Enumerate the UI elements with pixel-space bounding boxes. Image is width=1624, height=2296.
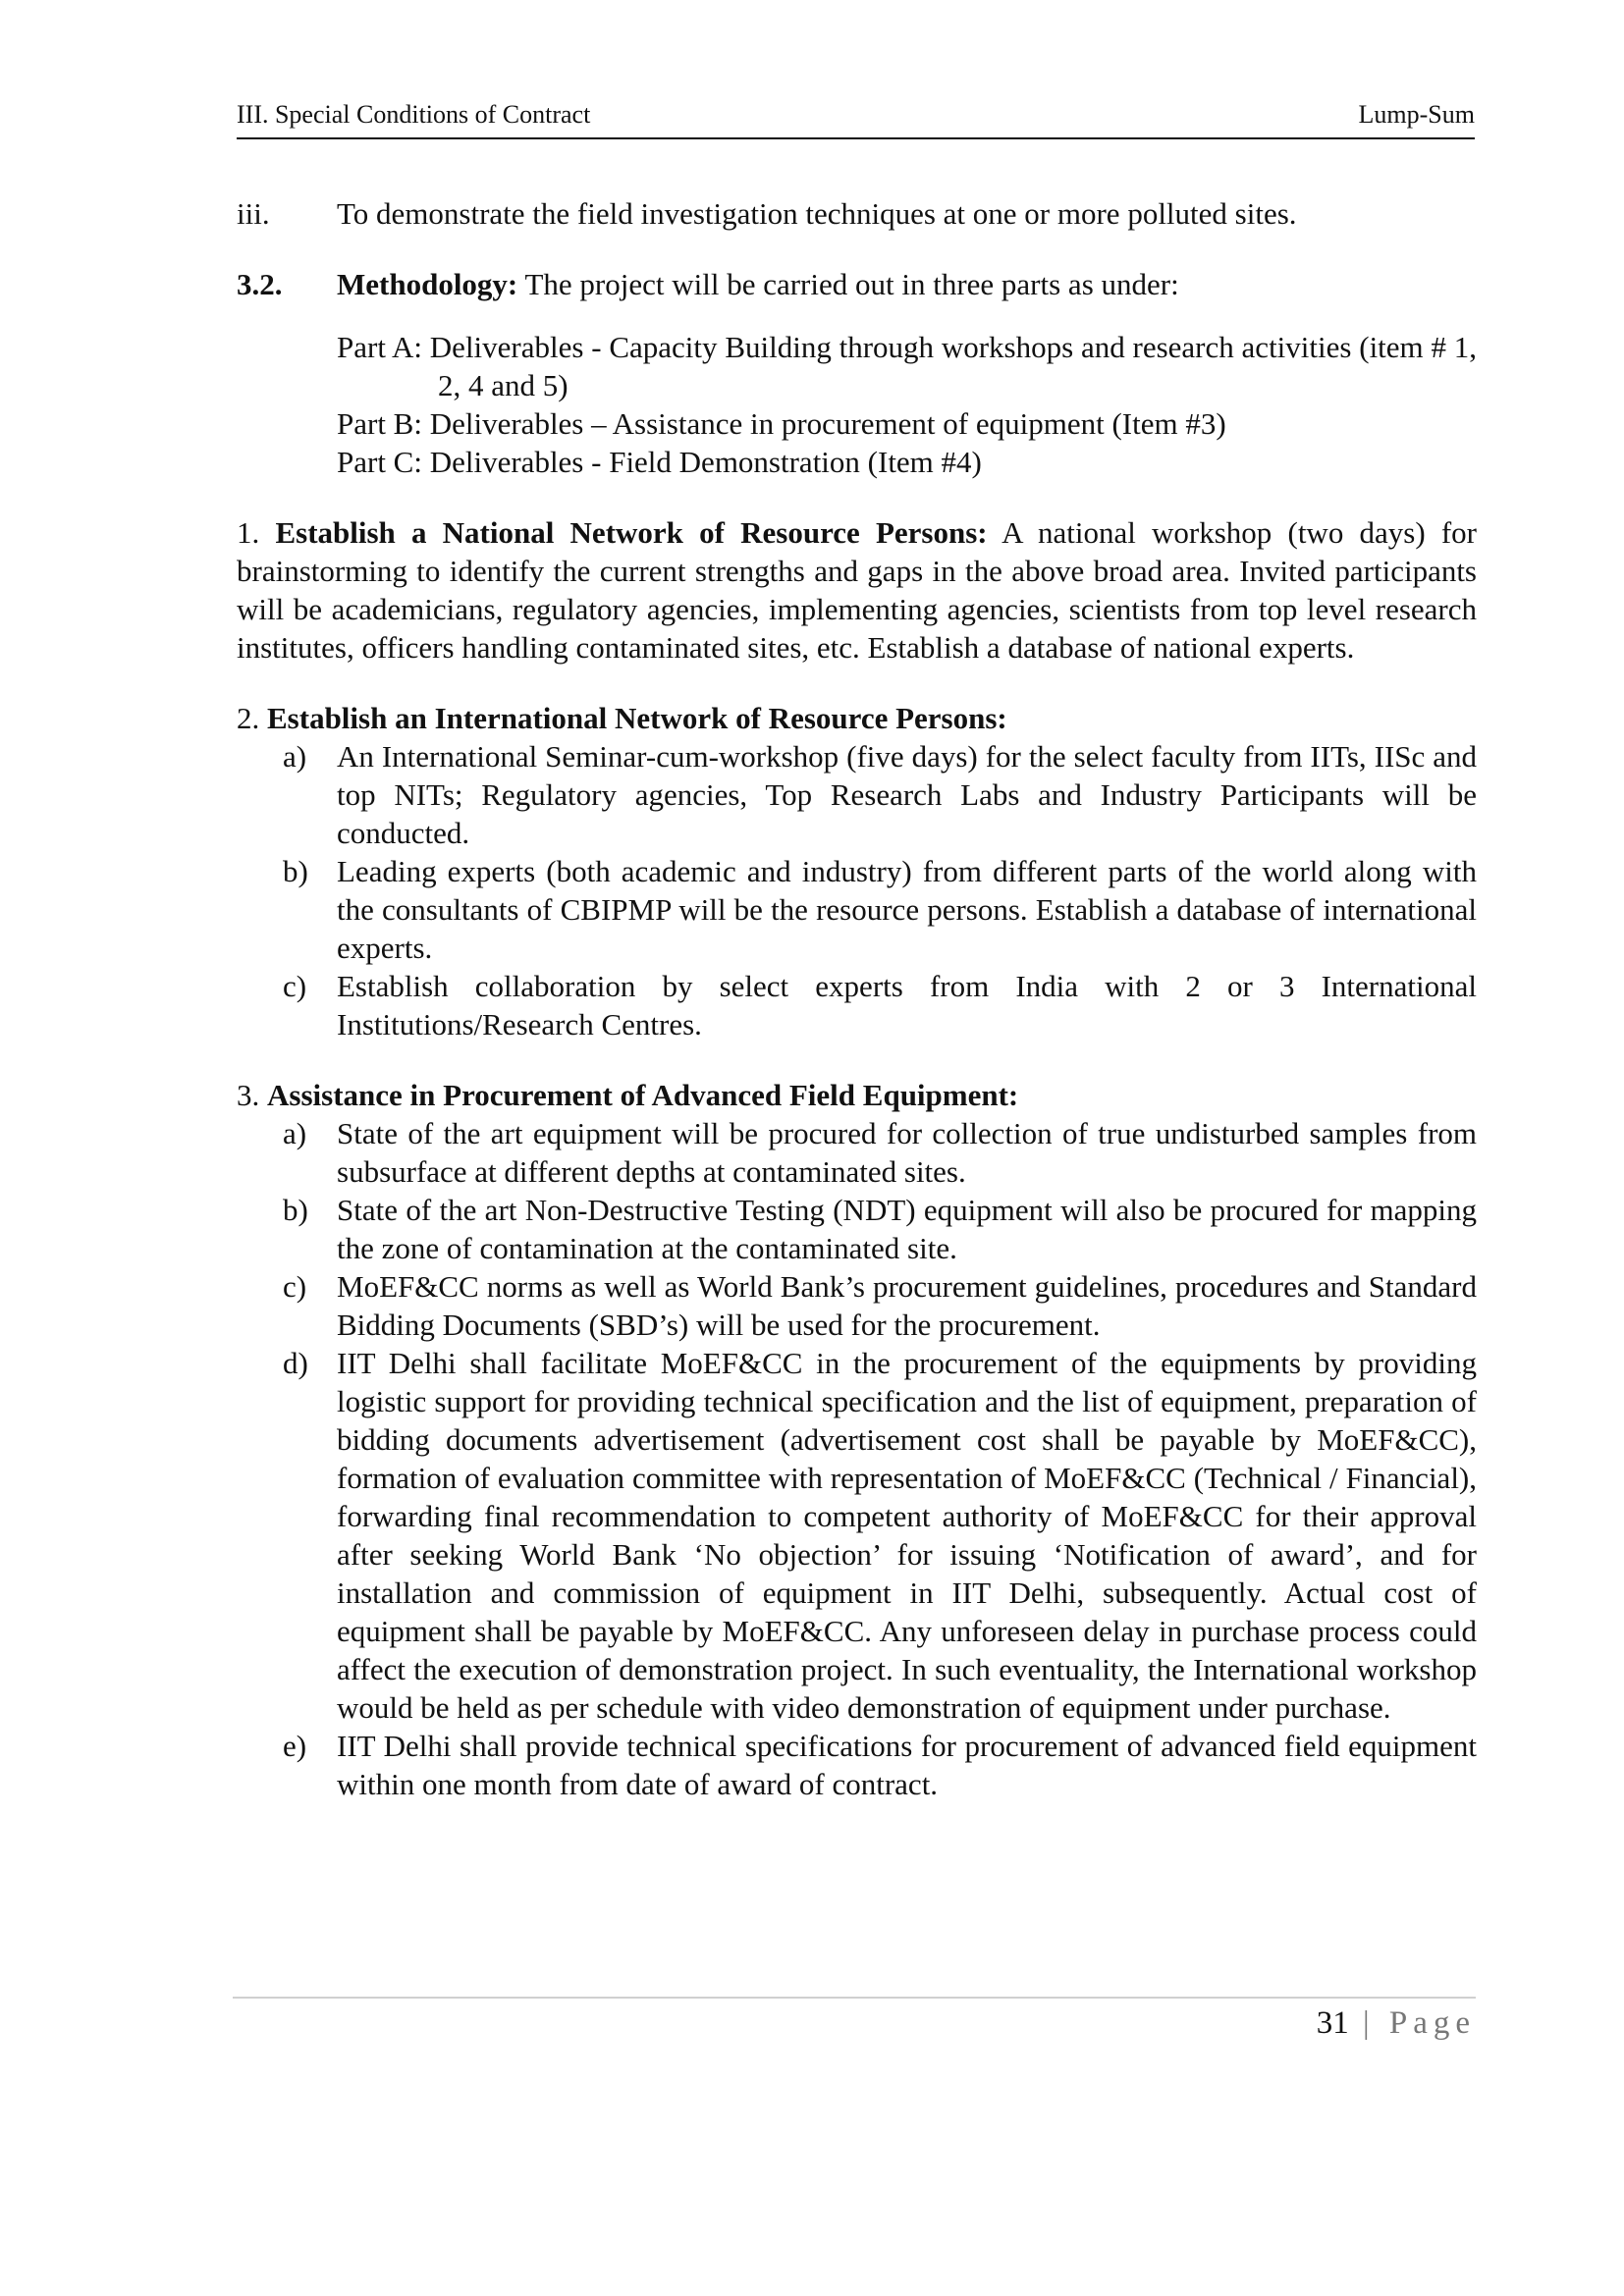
list-item-letter: b) [283, 1193, 308, 1227]
section-1-paragraph [237, 513, 1477, 667]
list-item-letter: c) [283, 969, 307, 1003]
list-item-text: IIT Delhi shall facilitate MoEF&CC in the procurement of the equipments by providing logistic support for providing technical specification and the list of equipment, preparation of bidding documents advertisement (advertisement cost shall be payable by MoEF&CC), formation of evaluation committee with representation of MoEF&CC (Technical / Financial), forwarding final recommendation to competent authority of MoEF&CC for their approval after seeking World Bank ‘No objection’ for issuing ‘Notification of award’, and for installation and commission of equipment in IIT Delhi, subsequently. Actual cost of equipment shall be payable by MoEF&CC. Any unforeseen delay in purchase process could affect the execution of demonstration project. In such eventuality, the International workshop would be held as per schedule with video demonstration of equipment under purchase. [337, 1346, 1477, 1725]
footer-divider [233, 1997, 1476, 1999]
section-2-number: 2. [237, 701, 260, 735]
list-item [283, 1344, 1477, 1727]
list-item-letter: e) [283, 1729, 307, 1763]
objective-text: To demonstrate the field investigation techniques at one or more polluted sites. [337, 196, 1297, 231]
list-item-text: An International Seminar-cum-workshop (five days) for the select faculty from IITs, IISc and top NITs; Regulatory agencies, Top Research Labs and Industry Participants will be conducted. [337, 739, 1477, 850]
section-1-text: A national workshop (two days) for brainstorming to identify the current strengths and gaps in the above broad area. Invited participants will be academicians, regulatory agencies, implementing agencies, scientists from top level research institutes, officers handling contaminated sites, etc. Establish a database of national experts. [237, 515, 1477, 665]
section-2 [237, 699, 1477, 1043]
section-3-heading [237, 1076, 1477, 1114]
section-3 [237, 1076, 1477, 1803]
list-item [283, 737, 1477, 852]
list-item-text: IIT Delhi shall provide technical specifications for procurement of advanced field equipment within one month from date of award of contract. [337, 1729, 1477, 1801]
section-1-title: Establish a National Network of Resource Persons: [275, 515, 988, 550]
list-item-letter: b) [283, 854, 308, 888]
section-1-number: 1. [237, 515, 260, 550]
list-item [283, 1727, 1477, 1803]
part-b: Part B: Deliverables – Assistance in procurement of equipment (Item #3) [337, 406, 1226, 441]
list-item-text: Leading experts (both academic and industry) from different parts of the world along with the consultants of CBIPMP will be the resource persons. Establish a database of international experts. [337, 854, 1477, 965]
section-1 [237, 513, 1477, 667]
section-2-title: Establish an International Network of Resource Persons: [267, 701, 1007, 735]
page-header [237, 94, 1475, 139]
list-item-letter: c) [283, 1269, 307, 1304]
section-2-heading [237, 699, 1477, 737]
list-item-letter: a) [283, 1116, 307, 1150]
list-item [283, 1191, 1477, 1267]
section-3-list [283, 1114, 1477, 1803]
list-item-text: State of the art equipment will be procured for collection of true undisturbed samples from subsurface at different depths at contaminated sites. [337, 1116, 1477, 1189]
methodology-heading [237, 265, 1477, 303]
methodology-title: Methodology: [337, 267, 518, 301]
page-label: Page [1388, 2005, 1476, 2041]
section-2-list [283, 737, 1477, 1043]
page-separator: | [1348, 2005, 1389, 2041]
objective-iii [237, 194, 1477, 233]
section-3-title: Assistance in Procurement of Advanced Field Equipment: [267, 1078, 1019, 1112]
header-left-text: III. Special Conditions of Contract [237, 100, 591, 129]
list-item-text: Establish collaboration by select experts from India with 2 or 3 International Institutions/Research Centres. [337, 969, 1477, 1041]
objective-number: iii. [237, 196, 270, 231]
list-item [283, 1114, 1477, 1191]
list-item-text: State of the art Non-Destructive Testing (NDT) equipment will also be procured for mapping the zone of contamination at the contaminated site. [337, 1193, 1477, 1265]
list-item [283, 967, 1477, 1043]
methodology-parts [337, 328, 1477, 481]
section-3-number: 3. [237, 1078, 260, 1112]
methodology-number: 3.2. [237, 267, 283, 301]
list-item-letter: d) [283, 1346, 308, 1380]
part-c: Part C: Deliverables - Field Demonstration (Item #4) [337, 445, 982, 479]
page-footer [1317, 2005, 1476, 2042]
page-number: 31 [1316, 2005, 1349, 2041]
header-right-text: Lump-Sum [1358, 100, 1475, 129]
list-item [283, 1267, 1477, 1344]
page-content [237, 194, 1477, 1836]
list-item [283, 852, 1477, 967]
list-item-letter: a) [283, 739, 307, 774]
list-item-text: MoEF&CC norms as well as World Bank’s procurement guidelines, procedures and Standard Bidding Documents (SBD’s) will be used for the procurement. [337, 1269, 1477, 1342]
part-a: Part A: Deliverables - Capacity Building through workshops and research activities (item # 1, 2, 4 and 5) [337, 330, 1477, 402]
methodology-paragraph [337, 265, 1477, 303]
methodology-text: The project will be carried out in three parts as under: [517, 267, 1179, 301]
